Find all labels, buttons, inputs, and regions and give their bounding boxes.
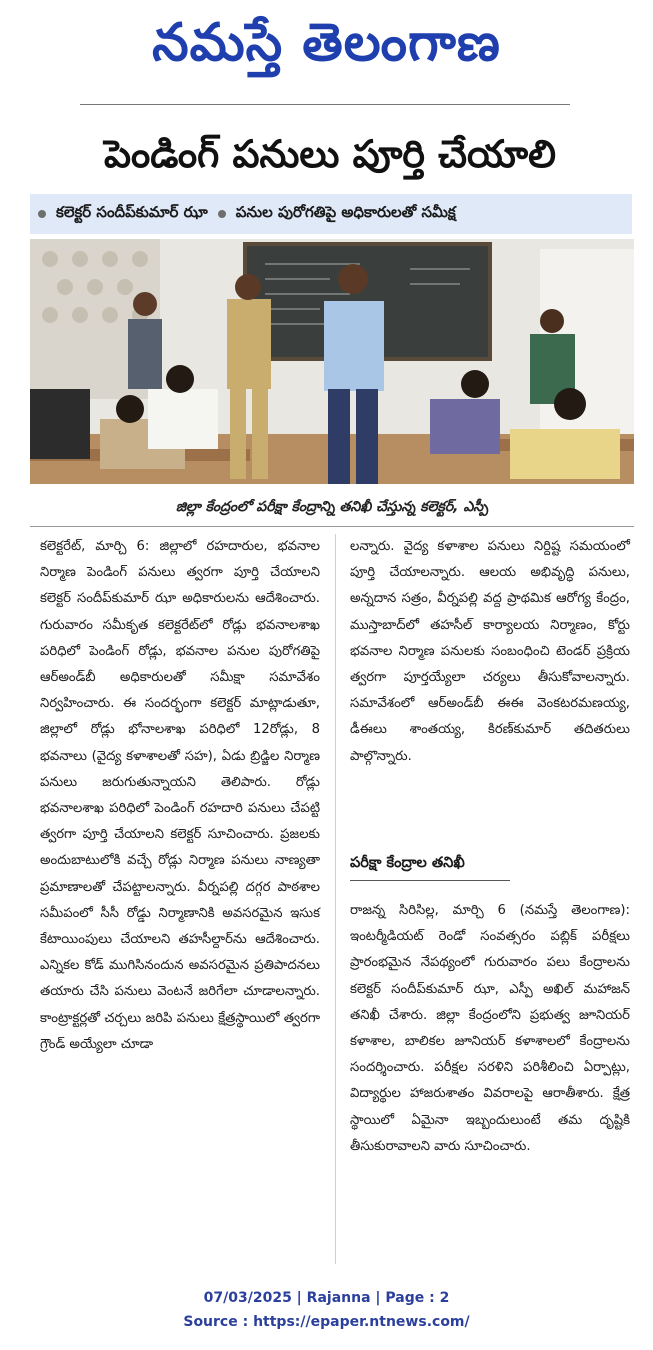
article-paragraph: లన్నారు. వైద్య కళాశాల పనులు నిర్దిష్ట సమయంలో పూర్తి చేయాలన్నారు. ఆలయ అభివృద్ధి పనులు, అన్నదాన సత్రం, వీర్నపల్లి వద్ద ప్రాథమిక ఆరోగ్య కేంద్రం, ముస్తాబాద్‌లో తహసీల్ కార్యాలయ నిర్మాణం, కోర్టు భవనాల నిర్మాణ పనులకు సంబంధించి టెండర్ ప్రక్రియ త్వరగా పూర్తయ్యేలా చర్యలు తీసుకోవాలన్నారు. సమావేశంలో ఆర్అండ్‌బీ ఈఈ వెంకటరమణయ్య, డీఈలు శాంతయ్య, కిరణ్‌కుమార్ తదితరులు పాల్గొన్నారు. [350,539,630,764]
caption-rule [30,526,634,527]
subheading-rule [350,880,510,881]
masthead-title: నమస్తే తెలంగాణ [152,12,501,73]
column-divider [335,534,336,1264]
bullet-icon [218,210,226,218]
article-paragraph: రాజన్న సిరిసిల్ల, మార్చి 6 (నమస్తే తెలంగాణ): ఇంటర్మీడియట్ రెండో సంవత్సరం పబ్లిక్ పరీక్షలు ప్రారంభమైన నేపథ్యంలో గురువారం పలు కేంద్రాలను కలెక్టర్ సందీప్‌కుమార్ ఝా, ఎస్పీ అఖిల్ మహాజన్ తనిఖీ చేశారు. జిల్లా కేంద్రంలోని ప్రభుత్వ జూనియర్ కళాశాల, బాలికల జూనియర్ కళాశాలలో కేంద్రాలను సందర్శించారు. పరీక్షల సరళిని పరిశీలించి ఏర్పాట్లు, విద్యార్థుల హాజరుశాతం వివరాలపై ఆరాతీశారు. క్షేత్ర స్థాయిలో ఏమైనా ఇబ్బందులుంటే తమ దృష్టికి తీసుకురావాలని వారు సూచించారు. [350,903,630,1154]
article-subdeck [30,194,632,234]
subdeck-item-1: కలెక్టర్ సందీప్‌కుమార్ ఝా [56,203,208,221]
edition-info: 07/03/2025 | Rajanna | Page : 2 [203,1290,450,1306]
article-paragraph: కలెక్టరేట్, మార్చి 6: జిల్లాలో రహదారుల, భవనాల నిర్మాణ పెండింగ్ పనులు త్వరగా పూర్తి చేయాలని కలెక్టర్ సందీప్‌కుమార్ ఝా అధికారులను ఆదేశించారు. గురువారం సమీకృత కలెక్టరేట్‌లో రోడ్లు భవనాలశాఖ పరిధిలో పెండింగ్ రోడ్లు, భవనాల పనుల పురోగతిపై ఆర్అండ్‌బీ అధికారులతో సమీక్షా సమావేశం నిర్వహించారు. ఈ సందర్భంగా కలెక్టర్ మాట్లాడుతూ, జిల్లాలో రోడ్లు భోనాలశాఖ పరిధిలో 12రోడ్లు, 8 భవనాలు (వైద్య కళాశాలతో సహ), ఏడు బ్రిడ్జిల నిర్మాణ పనులు జరుగుతున్నాయని తెలిపారు. రోడ్లు భవనాలశాఖ పరిధిలో పెండింగ్ రహదారి పనులు చేపట్టి త్వరగా పూర్తి చేయాలని కలెక్టర్ సూచించారు. ప్రజలకు అందుబాటులోకి వచ్చే రోడ్లు నిర్మాణ పనులు నాణ్యతా ప్రమాణాలతో చేపట్టాలన్నారు. వీర్నపల్లి దగ్గర పాఠశాల సమీపంలో సీసీ రోడ్డు నిర్మాణానికి అవసరమైన ఇసుక కేటాయింపులు చేయాలని తహసీల్దార్‌ను ఆదేశించారు. ఎన్నికల కోడ్ ముగిసినందున అవసరమైన ప్రతిపాదనలు తయారు చేసి పనులు వెంటనే జరిగేలా చూడాలన్నారు. కాంట్రాక్టర్లతో చర్చలు జరిపి పనులు క్షేత్రస్థాయిలో త్వరగా గ్రౌండ్ అయ్యేలా చూడా [40,539,320,1052]
classroom-photo-illustration [30,239,634,484]
bullet-icon [38,210,46,218]
article-body-right-column [350,534,630,770]
subdeck-item-2: పనుల పురోగతిపై అధికారులతో సమీక్ష [235,203,456,221]
newspaper-masthead [0,4,653,82]
masthead-rule [80,104,570,105]
article-headline: పెండింగ్ పనులు పూర్తి చేయాలి [104,132,556,176]
article-subheading: పరీక్షా కేంద్రాల తనిఖీ [350,855,465,871]
article-body-subsection [350,898,630,1160]
source-link[interactable]: Source : https://epaper.ntnews.com/ [183,1314,470,1330]
article-body-left-column [40,534,320,1058]
page-footer [0,1286,653,1334]
article-photo [30,239,634,484]
photo-caption: జిల్లా కేంద్రంలో పరీక్షా కేంద్రాన్ని తనిఖీ చేస్తున్న కలెక్టర్, ఎస్పీ [175,499,489,515]
